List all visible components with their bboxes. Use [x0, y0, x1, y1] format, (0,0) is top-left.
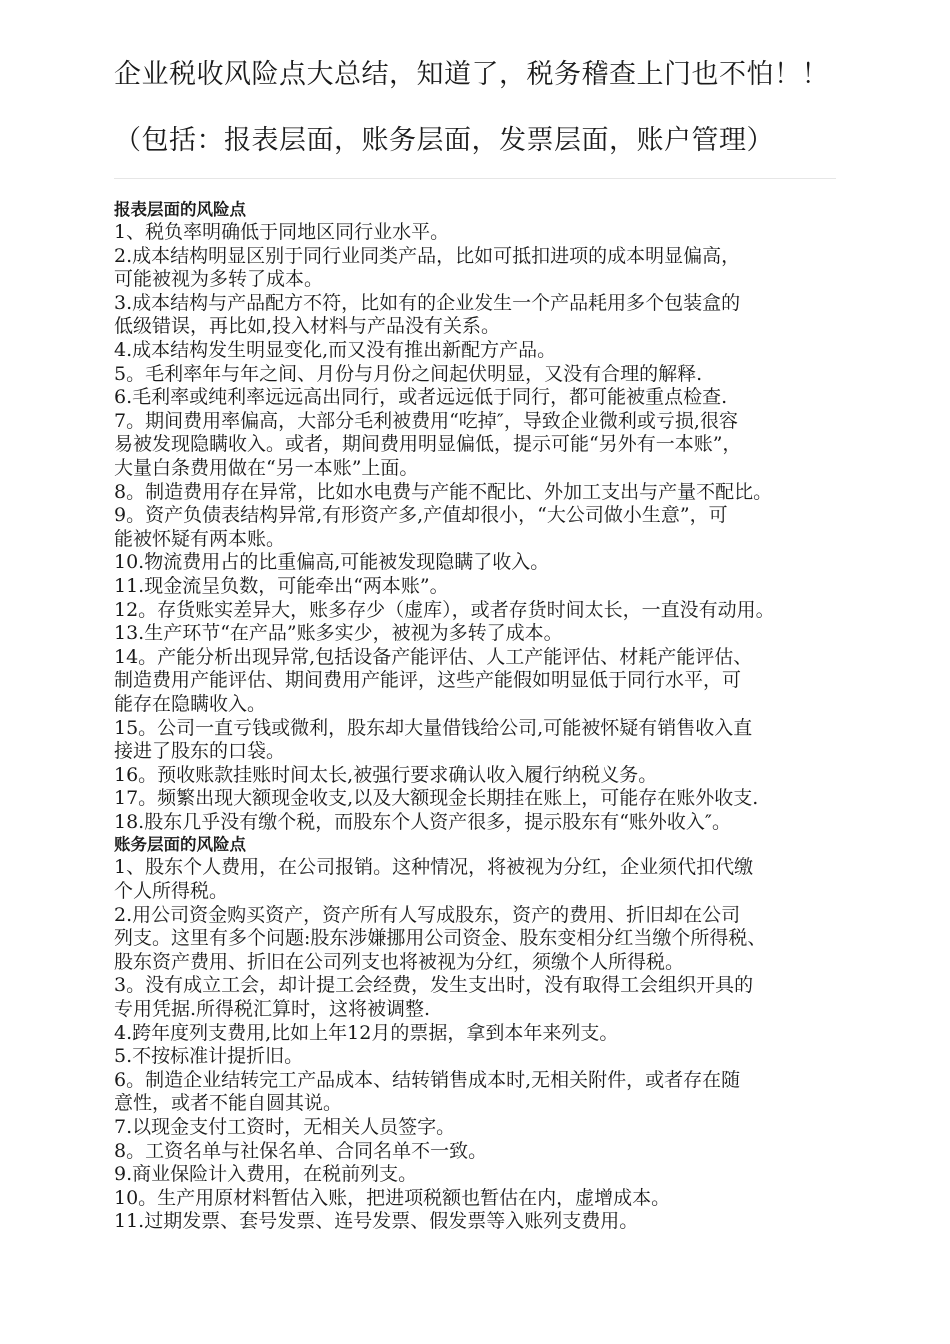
item-line: 1、税负率明确低于同地区同行业水平。 — [114, 221, 450, 243]
item-line: 8。制造费用存在异常，比如水电费与产能不配比、外加工支出与产量不配比。 — [114, 480, 773, 503]
section-heading: 报表层面的风险点 — [114, 200, 246, 219]
list-item — [114, 646, 854, 717]
item-line: 6。制造企业结转完工产品成本、结转销售成本时,无相关附件，或者存在随 — [114, 1068, 741, 1091]
list-item — [114, 1022, 854, 1046]
item-line: 8。工资名单与社保名单、合同名单不一致。 — [114, 1139, 488, 1162]
item-line: 16。预收账款挂账时间太长,被强行要求确认收入履行纳税义务。 — [114, 763, 658, 786]
list-item — [114, 622, 854, 646]
section-heading: 账务层面的风险点 — [114, 835, 246, 855]
list-item — [114, 787, 854, 811]
item-line: 3。没有成立工会，却计提工会经费，发生支出时，没有取得工会组织开具的 — [114, 974, 754, 997]
list-item — [114, 386, 854, 410]
list-item — [114, 245, 854, 292]
list-item — [114, 856, 854, 903]
list-item — [114, 974, 854, 1021]
item-line: 7。期间费用率偏高，大部分毛利被费用“吃掉″，导致企业微利或亏损,很容 — [114, 409, 738, 432]
item-line: 易被发现隐瞒收入。或者，期间费用明显偏低，提示可能“另外有一本账”， — [114, 433, 742, 456]
item-line: 1、股东个人费用，在公司报销。这种情况，将被视为分红，企业须代扣代缴 — [114, 856, 754, 879]
list-item — [114, 1069, 854, 1116]
list-item — [114, 504, 854, 551]
list-item — [114, 481, 854, 505]
item-line: 意性，或者不能自圆其说。 — [114, 1092, 343, 1115]
item-line: 接进了股东的口袋。 — [114, 740, 286, 763]
item-line: 低级错误，再比如,投入材料与产品没有关系。 — [114, 315, 501, 338]
item-line: 17。频繁出现大额现金收支,以及大额现金长期挂在账上，可能存在账外收支. — [114, 787, 759, 810]
item-line: 列支。这里有多个问题:股东涉嫌挪用公司资金、股东变相分红当缴个所得税、 — [114, 927, 767, 950]
list-item — [114, 717, 854, 764]
item-line: 专用凭据.所得税汇算时，这将被调整. — [114, 998, 431, 1021]
item-line: 14。产能分析出现异常,包括设备产能评估、人工产能评估、材耗产能评估、 — [114, 645, 753, 668]
item-line: 4.成本结构发生明显变化,而又没有推出新配方产品。 — [114, 338, 557, 361]
item-line: 15。公司一直亏钱或微利，股东却大量借钱给公司,可能被怀疑有销售收入直 — [114, 716, 753, 739]
item-line: 10。生产用原材料暂估入账，把进项税额也暂估在内，虚增成本。 — [114, 1186, 671, 1209]
item-line: 12。存货账实差异大，账多存少（虚库），或者存货时间太长，一直没有动用。 — [114, 598, 775, 621]
list-item — [114, 221, 854, 245]
list-item — [114, 339, 854, 363]
list-item — [114, 599, 854, 623]
item-line: 可能被视为多转了成本。 — [114, 268, 324, 291]
item-line: 10.物流费用占的比重偏高,可能被发现隐瞒了收入。 — [114, 551, 550, 574]
list-item — [114, 292, 854, 339]
list-item — [114, 1163, 854, 1187]
item-line: 能存在隐瞒收入。 — [114, 692, 267, 715]
article-title: 企业税收风险点大总结，知道了，税务稽查上门也不怕！！ — [114, 59, 829, 90]
item-line: 11.过期发票、套号发票、连号发票、假发票等入账列支费用。 — [114, 1210, 639, 1233]
list-item — [114, 575, 854, 599]
item-line: 18.股东几乎没有缴个税，而股东个人资产很多，提示股东有“账外收入″。 — [114, 810, 732, 833]
article-subtitle: （包括：报表层面，账务层面，发票层面，账户管理） — [114, 125, 774, 156]
item-line: 制造费用产能评估、期间费用产能评，这些产能假如明显低于同行水平，可 — [114, 669, 742, 692]
list-item — [114, 1187, 854, 1211]
item-line: 9.商业保险计入费用，在税前列支。 — [114, 1163, 418, 1186]
item-line: 6.毛利率或纯利率远远高出同行，或者远远低于同行，都可能被重点检查. — [114, 386, 728, 409]
item-line: 9。资产负债表结构异常,有形资产多,产值却很小，“大公司做小生意”，可 — [114, 504, 728, 527]
item-line: 大量白条费用做在“另一本账”上面。 — [114, 456, 419, 479]
item-line: 股东资产费用、折旧在公司列支也将被视为分红，须缴个人所得税。 — [114, 950, 685, 973]
item-line: 7.以现金支付工资时，无相关人员签字。 — [114, 1116, 456, 1139]
item-line: 5。毛利率年与年之间、月份与月份之间起伏明显，又没有合理的解释. — [114, 362, 703, 385]
list-item — [114, 1045, 854, 1069]
list-item — [114, 1140, 854, 1164]
item-line: 11.现金流呈负数，可能牵出“两本账”。 — [114, 574, 449, 597]
item-line: 3.成本结构与产品配方不符，比如有的企业发生一个产品耗用多个包装盒的 — [114, 291, 741, 314]
item-line: 13.生产环节“在产品”账多实少，被视为多转了成本。 — [114, 622, 563, 645]
list-item — [114, 811, 854, 835]
list-item — [114, 904, 854, 975]
list-item — [114, 1210, 854, 1234]
item-line: 2.成本结构明显区别于同行业同类产品，比如可抵扣进项的成本明显偏高， — [114, 244, 741, 267]
list-item — [114, 551, 854, 575]
list-item — [114, 410, 854, 481]
item-line: 5.不按标准计提折旧。 — [114, 1045, 304, 1068]
item-line: 个人所得税。 — [114, 880, 229, 903]
list-item — [114, 764, 854, 788]
list-item — [114, 363, 854, 387]
title-divider — [114, 178, 836, 179]
item-line: 4.跨年度列支费用,比如上年12月的票据，拿到本年来列支。 — [114, 1021, 619, 1044]
item-line: 能被怀疑有两本账。 — [114, 527, 286, 550]
list-item — [114, 1116, 854, 1140]
article-body — [114, 199, 854, 1234]
item-line: 2.用公司资金购买资产，资产所有人写成股东，资产的费用、折旧却在公司 — [114, 903, 741, 926]
